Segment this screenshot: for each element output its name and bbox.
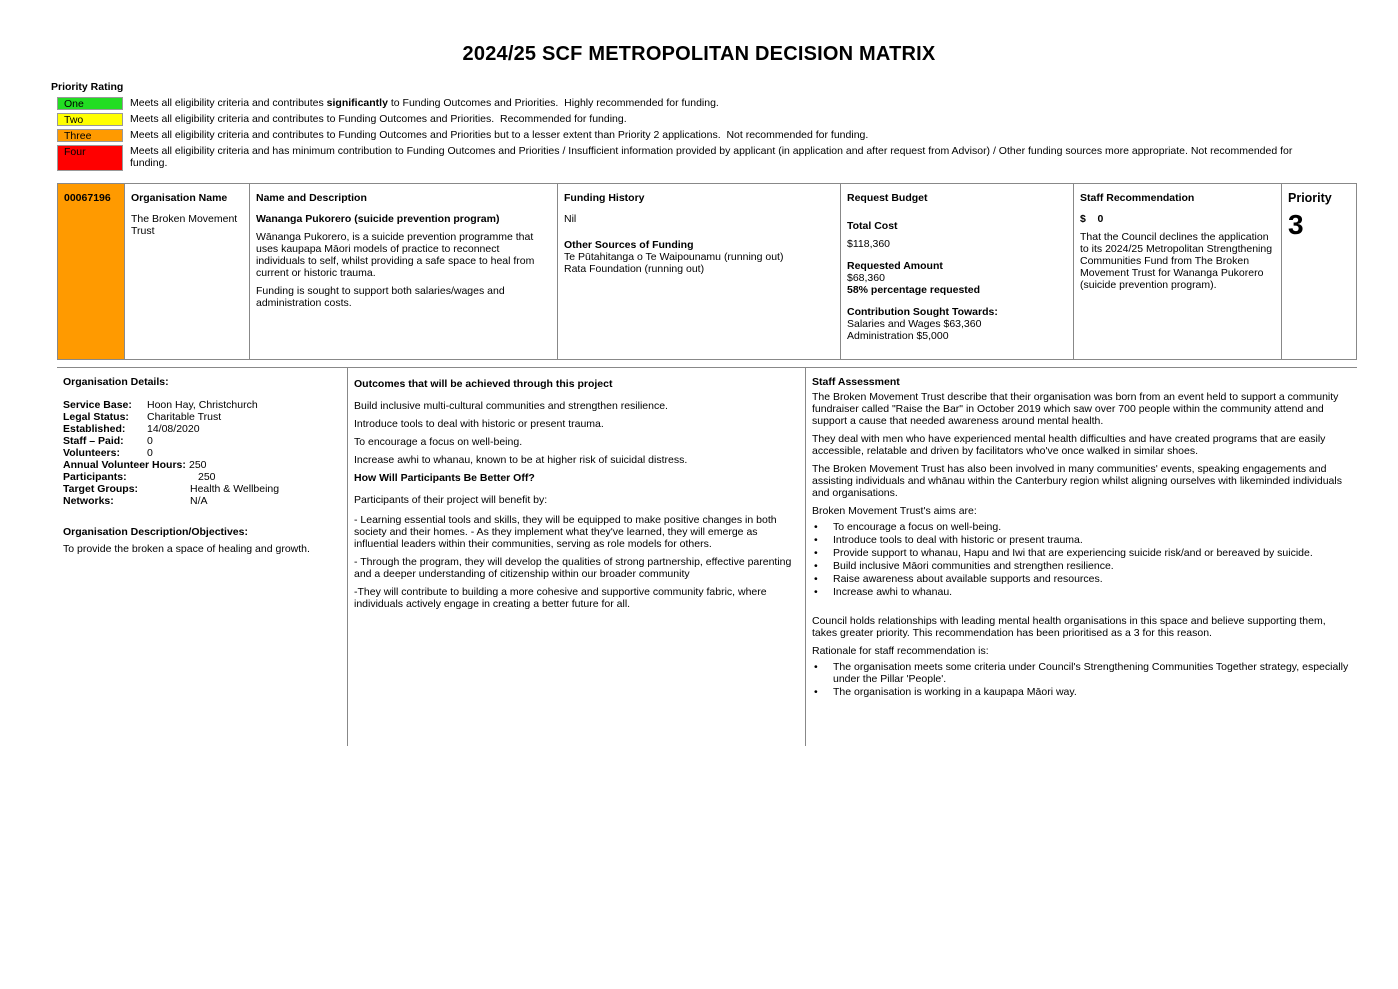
rationale-item: • The organisation is working in a kaupapa Māori way.: [812, 686, 1351, 698]
outcome-item: To encourage a focus on well-being.: [354, 436, 523, 448]
request-budget-header: Request Budget: [847, 192, 928, 204]
project-title: Wananga Pukorero (suicide prevention program): [256, 213, 500, 225]
priority-rating-label: Priority Rating: [51, 81, 124, 93]
funding-history: Nil: [564, 213, 577, 225]
better-off-item: - Through the program, they will develop the qualities of strong partnership, effective parenting and a deeper understanding of citizenship within our broader community: [354, 556, 792, 580]
total-cost-label: Total Cost: [847, 220, 898, 232]
detail-row: Established: 14/08/2020: [63, 423, 200, 435]
detail-row: Networks: N/A: [63, 495, 208, 507]
name-description-header: Name and Description: [256, 192, 367, 204]
staff-assessment-column: [806, 368, 1357, 746]
application-summary-table: [57, 183, 1357, 360]
priority-legend: [57, 97, 1317, 174]
staff-recommendation-cell: [1074, 184, 1282, 359]
outcome-item: Introduce tools to deal with historic or present trauma.: [354, 418, 604, 430]
rationale-list: [812, 661, 1351, 698]
funding-history-header: Funding History: [564, 192, 645, 204]
other-source-item: Te Pūtahitanga o Te Waipounamu (running out): [564, 251, 784, 263]
legend-text-two: Meets all eligibility criteria and contributes to Funding Outcomes and Priorities. Recommended for funding.: [130, 113, 627, 125]
detail-row: Service Base: Hoon Hay, Christchurch: [63, 399, 258, 411]
contribution-item: Salaries and Wages $63,360: [847, 318, 982, 330]
assessment-paragraph: They deal with men who have experienced mental health difficulties and have created programs that are easily accessible, relatable and driven by facilitators who've once walked in similar shoes.: [812, 433, 1326, 457]
org-description: To provide the broken a space of healing and growth.: [63, 543, 310, 555]
staff-recommendation-header: Staff Recommendation: [1080, 192, 1195, 204]
requested-amount-label: Requested Amount: [847, 260, 943, 272]
name-description-cell: [250, 184, 558, 359]
organisation-details-column: [57, 368, 348, 746]
legend-swatch-three: Three: [57, 129, 123, 142]
staff-recommendation-text: That the Council declines the application to its 2024/25 Metropolitan Strengthening Communities Fund from The Broken Movement Trust for Wananga Pukorero (suicide prevention program).: [1080, 231, 1273, 291]
priority-value: 3: [1288, 209, 1304, 240]
org-name-cell: [125, 184, 250, 359]
aim-item: • To encourage a focus on well-being.: [812, 521, 1351, 533]
request-budget-cell: [841, 184, 1074, 359]
legend-swatch-four: Four: [57, 145, 123, 171]
outcomes-column: [348, 368, 806, 746]
legend-row-one: [57, 97, 1317, 110]
rationale-item: • The organisation meets some criteria under Council's Strengthening Communities Together strategy, especially under the Pillar 'People'.: [812, 661, 1351, 685]
priority-cell: [1282, 184, 1356, 359]
outcomes-header: Outcomes that will be achieved through this project: [354, 378, 613, 390]
better-off-header: How Will Participants Be Better Off?: [354, 472, 535, 484]
other-source-item: Rata Foundation (running out): [564, 263, 705, 275]
legend-swatch-two: Two: [57, 113, 123, 126]
detail-row: Staff – Paid: 0: [63, 435, 153, 447]
total-cost: $118,360: [847, 238, 891, 250]
detail-row: Legal Status: Charitable Trust: [63, 411, 222, 423]
staff-amount: $ 0: [1080, 213, 1104, 225]
org-name: The Broken Movement Trust: [131, 213, 238, 237]
funding-sought: Funding is sought to support both salaries/wages and administration costs.: [256, 285, 505, 309]
better-off-item: -They will contribute to building a more cohesive and supportive community fabric, where individuals actively engage in creating a better future for all.: [354, 586, 767, 610]
legend-row-four: [57, 145, 1317, 171]
org-description-header: Organisation Description/Objectives:: [63, 526, 248, 538]
outcome-item: Build inclusive multi-cultural communities and strengthen resilience.: [354, 400, 668, 412]
funding-history-cell: [558, 184, 841, 359]
legend-swatch-one: One: [57, 97, 123, 110]
better-off-item: - Learning essential tools and skills, they will be equipped to make positive changes in both society and their homes. - As they implement what they've learned, they will emerge as influential leaders within their communities, serving as role models for others.: [354, 514, 777, 550]
council-relationship-text: Council holds relationships with leading mental health organisations in this space and believe supporting them, takes greater priority. This recommendation has been prioritised as a 3 for this reason.: [812, 615, 1326, 639]
legend-text-one: Meets all eligibility criteria and contributes significantly to Funding Outcomes and Priorities. Highly recommended for funding.: [130, 97, 719, 109]
aim-item: • Increase awhi to whanau.: [812, 586, 1351, 598]
contribution-label: Contribution Sought Towards:: [847, 306, 998, 318]
contribution-item: Administration $5,000: [847, 330, 949, 342]
aim-item: • Raise awareness about available supports and resources.: [812, 573, 1351, 585]
org-name-header: Organisation Name: [131, 192, 228, 204]
aims-list: [812, 521, 1351, 598]
legend-row-two: [57, 113, 1317, 126]
detail-row: Target Groups: Health & Wellbeing: [63, 483, 280, 495]
better-off-intro: Participants of their project will benefit by:: [354, 494, 548, 506]
org-details-header: Organisation Details:: [63, 376, 169, 388]
legend-text-three: Meets all eligibility criteria and contributes to Funding Outcomes and Priorities but to a lesser extent than Priority 2 applications. Not recommended for funding.: [130, 129, 869, 141]
outcome-item: Increase awhi to whanau, known to be at higher risk of suicidal distress.: [354, 454, 688, 466]
assessment-paragraph: The Broken Movement Trust has also been involved in many communities' events, speaking engagements and assisting individuals and whānau within the Canterbury region whilst aligning ourselves with likeminded individuals and organisations.: [812, 463, 1342, 499]
application-id: 00067196: [58, 184, 125, 359]
detail-row: Volunteers: 0: [63, 447, 153, 459]
detail-row: Participants: 250: [63, 471, 216, 483]
percentage-requested: 58% percentage requested: [847, 284, 981, 296]
other-sources-header: Other Sources of Funding: [564, 239, 694, 251]
assessment-paragraph: The Broken Movement Trust describe that their organisation was born from an event held to support a community fundraiser called "Raise the Bar" in October 2019 which saw over 700 people within the community attend and support a cause that needed awareness around mental health.: [812, 391, 1339, 427]
staff-assessment-header: Staff Assessment: [812, 376, 900, 388]
aim-item: • Build inclusive Māori communities and strengthen resilience.: [812, 560, 1351, 572]
detail-row: Annual Volunteer Hours: 250: [63, 459, 207, 471]
page-title: 2024/25 SCF METROPOLITAN DECISION MATRIX: [462, 43, 936, 65]
requested-amount: $68,360: [847, 272, 885, 284]
rationale-intro: Rationale for staff recommendation is:: [812, 645, 989, 657]
aim-item: • Provide support to whanau, Hapu and Iwi that are experiencing suicide risk/and or bereaved by suicide.: [812, 547, 1351, 559]
legend-text-four: Meets all eligibility criteria and has minimum contribution to Funding Outcomes and Priorities / Insufficient information provided by applicant (in application and after request from Advisor) / Other funding sources more appropriate. Not recommended for funding.: [130, 145, 1293, 169]
aim-item: • Introduce tools to deal with historic or present trauma.: [812, 534, 1351, 546]
aims-intro: Broken Movement Trust's aims are:: [812, 505, 977, 517]
legend-row-three: [57, 129, 1317, 142]
project-description: Wānanga Pukorero, is a suicide prevention programme that uses kaupapa Māori models of practice to reconnect individuals to self, whilst providing a safe space to heal from current or historic trauma.: [256, 231, 535, 279]
details-section: [57, 367, 1357, 746]
priority-header: Priority: [1288, 191, 1332, 205]
